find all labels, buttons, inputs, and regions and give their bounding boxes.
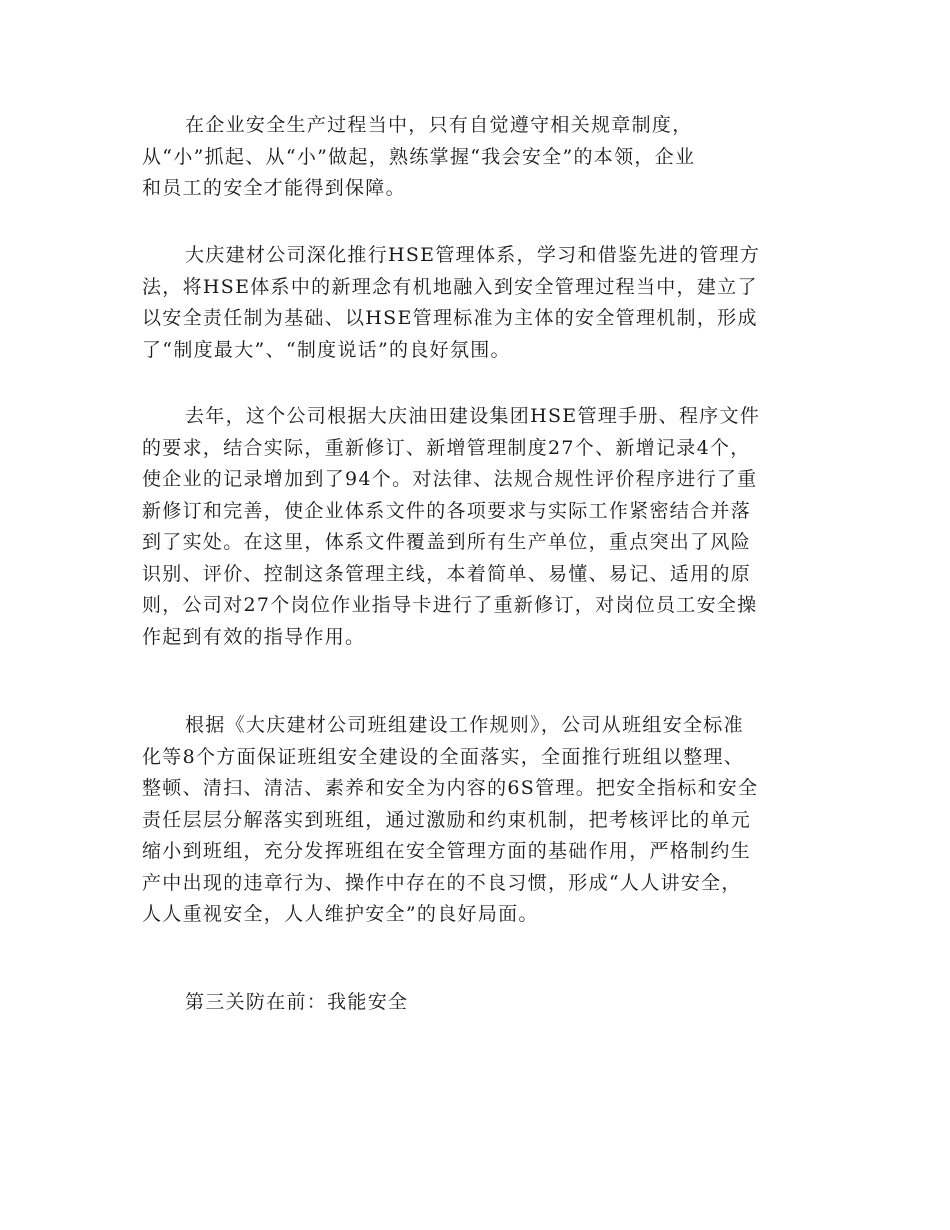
paragraph-2 xyxy=(142,240,807,366)
text-line: 以安全责任制为基础、以HSE管理标准为主体的安全管理机制，形成 xyxy=(142,307,758,329)
text-line: 的要求，结合实际，重新修订、新增管理制度27个、新增记录4个， xyxy=(142,436,751,459)
text-line: 到了实处。在这里，体系文件覆盖到所有生产单位，重点突出了风险 xyxy=(142,531,752,553)
paragraph-1 xyxy=(142,110,807,205)
text-line: 了“制度最大”、“制度说话”的良好氛围。 xyxy=(142,338,511,361)
text-line: 作起到有效的指导作用。 xyxy=(142,625,366,648)
text-line: 根据《大庆建材公司班组建设工作规则》，公司从班组安全标准 xyxy=(185,714,744,736)
text-line: 责任层层分解落实到班组，通过激励和约束机制，把考核评比的单元 xyxy=(142,808,752,831)
text-line: 法，将HSE体系中的新理念有机地融入到安全管理过程当中，建立了 xyxy=(142,275,758,298)
text-line: 第三关防在前：我能安全 xyxy=(185,991,409,1013)
paragraph-5-heading xyxy=(142,987,807,1019)
text-line: 人人重视安全，人人维护安全”的良好局面。 xyxy=(142,903,539,925)
text-line: 缩小到班组，充分发挥班组在安全管理方面的基础作用，严格制约生 xyxy=(142,840,752,862)
text-line: 化等8个方面保证班组安全建设的全面落实，全面推行班组以整理、 xyxy=(142,745,745,768)
paragraph-4 xyxy=(142,710,807,931)
text-line: 大庆建材公司深化推行HSE管理体系，学习和借鉴先进的管理方 xyxy=(185,244,761,266)
text-line: 产中出现的违章行为、操作中存在的不良习惯，形成“人人讲安全， xyxy=(142,871,742,894)
text-line: 使企业的记录增加到了94个。对法律、法规合规性评价程序进行了重 xyxy=(142,468,758,490)
text-line: 在企业安全生产过程当中，只有自觉遵守相关规章制度， xyxy=(185,114,693,136)
paragraph-3 xyxy=(142,401,807,653)
text-line: 从“小”抓起、从“小”做起，熟练掌握“我会安全”的本领，企业 xyxy=(142,145,696,168)
text-line: 新修订和完善，使企业体系文件的各项要求与实际工作紧密结合并落 xyxy=(142,499,752,522)
text-line: 去年，这个公司根据大庆油田建设集团HSE管理手册、程序文件 xyxy=(185,405,761,427)
text-line: 整顿、清扫、清洁、素养和安全为内容的6S管理。把安全指标和安全 xyxy=(142,777,759,799)
text-line: 和员工的安全才能得到保障。 xyxy=(142,177,406,199)
text-line: 则，公司对27个岗位作业指导卡进行了重新修订，对岗位员工安全操 xyxy=(142,594,758,616)
text-line: 识别、评价、控制这条管理主线，本着简单、易懂、易记、适用的原 xyxy=(142,562,752,585)
